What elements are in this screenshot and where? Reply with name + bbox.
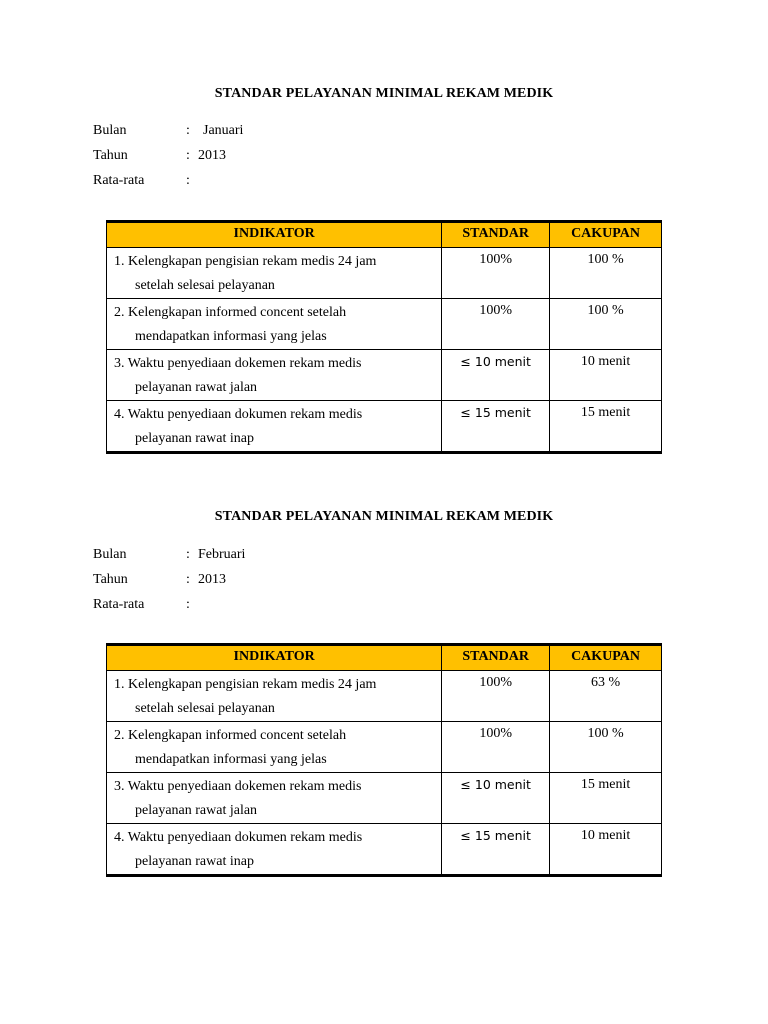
standar-cell: ≤ 10 menit: [442, 350, 550, 401]
table-header-row: [107, 222, 662, 248]
meta-label-rata-rata: Rata-rata: [93, 173, 145, 188]
cakupan-cell: 15 menit: [550, 773, 662, 824]
indikator-line2: setelah selesai pelayanan: [135, 701, 275, 716]
indikator-cell: [107, 824, 442, 876]
indikator-line2: pelayanan rawat jalan: [135, 803, 258, 818]
standar-cell: 100%: [442, 299, 550, 350]
indikator-cell: [107, 299, 442, 350]
table-row: [107, 248, 662, 299]
meta-value-tahun: 2013: [198, 148, 226, 163]
header-cakupan: CAKUPAN: [550, 645, 662, 671]
spm-table-januari: [106, 220, 662, 454]
standar-cell: ≤ 15 menit: [442, 824, 550, 876]
indikator-line1: 3. Waktu penyediaan dokemen rekam medis: [114, 779, 362, 794]
cakupan-cell: 10 menit: [550, 824, 662, 876]
cakupan-cell: 10 menit: [550, 350, 662, 401]
header-standar: STANDAR: [442, 222, 550, 248]
indikator-cell: [107, 671, 442, 722]
header-standar: STANDAR: [442, 645, 550, 671]
indikator-cell: [107, 248, 442, 299]
cakupan-cell: 100 %: [550, 722, 662, 773]
meta-label-tahun: Tahun: [93, 148, 128, 163]
meta-colon: :: [186, 572, 190, 587]
table-row: [107, 824, 662, 876]
indikator-line1: 3. Waktu penyediaan dokemen rekam medis: [114, 356, 362, 371]
indikator-line2: pelayanan rawat inap: [135, 431, 254, 446]
indikator-line1: 2. Kelengkapan informed concent setelah: [114, 728, 347, 743]
meta-label-bulan: Bulan: [93, 547, 127, 562]
standar-cell: 100%: [442, 671, 550, 722]
indikator-line1: 1. Kelengkapan pengisian rekam medis 24 jam: [114, 677, 377, 692]
indikator-line1: 1. Kelengkapan pengisian rekam medis 24 jam: [114, 254, 377, 269]
meta-colon: :: [186, 173, 190, 188]
meta-value-bulan: Januari: [203, 123, 244, 138]
meta-value-bulan: Februari: [198, 547, 246, 562]
meta-colon: :: [186, 123, 190, 138]
indikator-cell: [107, 773, 442, 824]
meta-label-rata-rata: Rata-rata: [93, 597, 145, 612]
indikator-line2: pelayanan rawat inap: [135, 854, 254, 869]
spm-table-februari: [106, 643, 662, 877]
indikator-line2: mendapatkan informasi yang jelas: [135, 329, 327, 344]
indikator-cell: [107, 401, 442, 453]
meta-label-bulan: Bulan: [93, 123, 127, 138]
table-row: [107, 671, 662, 722]
indikator-line1: 2. Kelengkapan informed concent setelah: [114, 305, 347, 320]
section-title-februari: STANDAR PELAYANAN MINIMAL REKAM MEDIK: [214, 509, 554, 524]
indikator-line2: setelah selesai pelayanan: [135, 278, 275, 293]
header-cakupan: CAKUPAN: [550, 222, 662, 248]
meta-colon: :: [186, 148, 190, 163]
indikator-line2: mendapatkan informasi yang jelas: [135, 752, 327, 767]
indikator-line1: 4. Waktu penyediaan dokumen rekam medis: [114, 407, 363, 422]
table-row: [107, 299, 662, 350]
standar-cell: 100%: [442, 248, 550, 299]
indikator-cell: [107, 722, 442, 773]
section-title-januari: STANDAR PELAYANAN MINIMAL REKAM MEDIK: [214, 86, 554, 101]
table-row: [107, 350, 662, 401]
standar-cell: ≤ 15 menit: [442, 401, 550, 453]
cakupan-cell: 63 %: [550, 671, 662, 722]
table-row: [107, 773, 662, 824]
header-indikator: INDIKATOR: [107, 222, 442, 248]
standar-cell: 100%: [442, 722, 550, 773]
indikator-line1: 4. Waktu penyediaan dokumen rekam medis: [114, 830, 363, 845]
header-indikator: INDIKATOR: [107, 645, 442, 671]
cakupan-cell: 100 %: [550, 248, 662, 299]
meta-colon: :: [186, 597, 190, 612]
meta-label-tahun: Tahun: [93, 572, 128, 587]
meta-colon: :: [186, 547, 190, 562]
standar-cell: ≤ 10 menit: [442, 773, 550, 824]
table-row: [107, 401, 662, 453]
table-row: [107, 722, 662, 773]
indikator-cell: [107, 350, 442, 401]
meta-value-tahun: 2013: [198, 572, 226, 587]
indikator-line2: pelayanan rawat jalan: [135, 380, 258, 395]
cakupan-cell: 100 %: [550, 299, 662, 350]
table-header-row: [107, 645, 662, 671]
cakupan-cell: 15 menit: [550, 401, 662, 453]
